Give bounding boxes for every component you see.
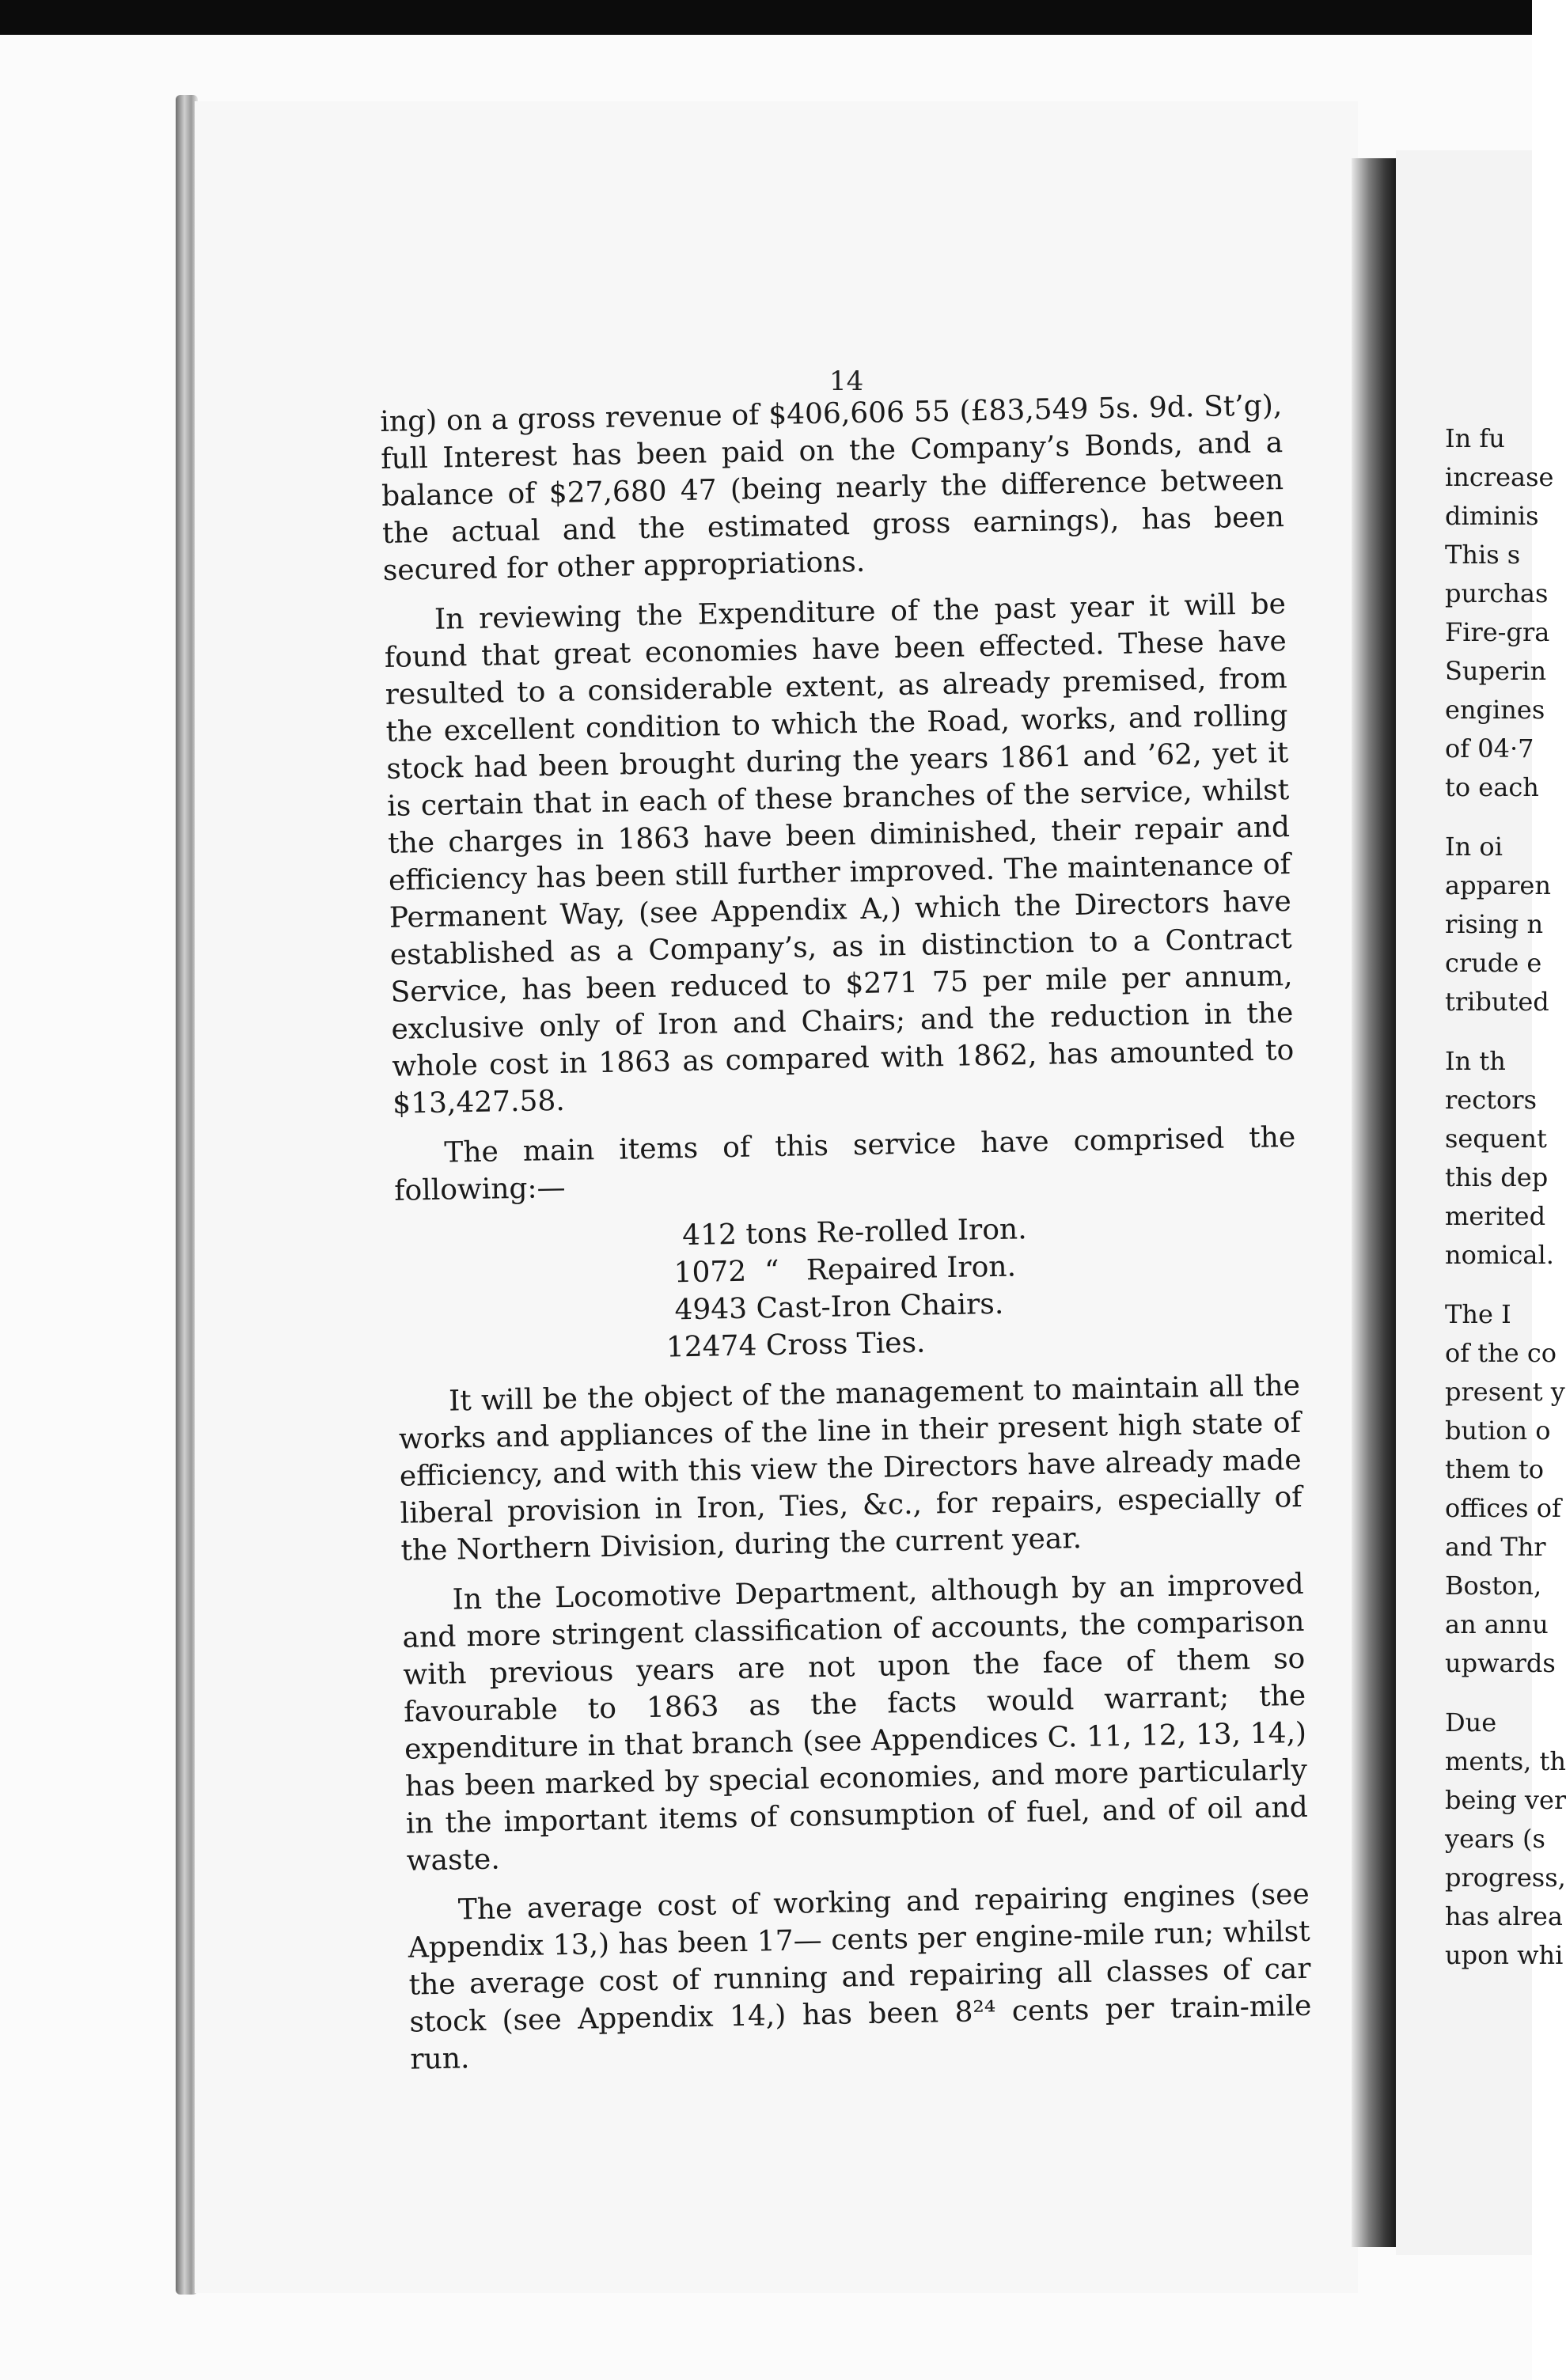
list-item: 12474 Cross Ties. <box>665 1326 926 1364</box>
scanner-border <box>0 0 1532 35</box>
paragraph-gap <box>1445 1683 1556 1704</box>
paragraph-gap <box>1445 1021 1556 1042</box>
right-page-line: ments, th <box>1445 1746 1566 1776</box>
right-page-line: purchas <box>1445 578 1549 608</box>
paragraph-gap <box>1445 1275 1556 1295</box>
right-page-line: has alrea <box>1445 1901 1563 1931</box>
right-page-line: years (s <box>1445 1824 1545 1854</box>
page-number: 14 <box>829 366 864 397</box>
book-gutter <box>1352 158 1396 2247</box>
right-page-line: nomical. <box>1445 1240 1554 1270</box>
right-page-line: an annu <box>1445 1609 1549 1639</box>
right-page-line: and Thr <box>1445 1532 1546 1562</box>
right-page-line: bution o <box>1445 1415 1551 1446</box>
right-page-line: rectors <box>1445 1085 1537 1115</box>
items-list <box>395 1206 1299 1371</box>
right-page-line: Superin <box>1445 656 1547 686</box>
list-item: 1072 “ Repaired Iron. <box>664 1250 1017 1290</box>
right-page-line: them to <box>1445 1454 1545 1484</box>
right-page-line: upwards <box>1445 1648 1556 1678</box>
right-page-line: of the co <box>1445 1338 1557 1368</box>
right-page-line: this dep <box>1445 1162 1549 1192</box>
right-page-line: rising n <box>1445 909 1544 939</box>
list-item: 4943 Cast-Iron Chairs. <box>665 1287 1004 1327</box>
right-page-line: The I <box>1445 1299 1511 1329</box>
right-page-line: Boston, <box>1445 1571 1542 1601</box>
right-page-line: offices of <box>1445 1493 1561 1523</box>
paragraph: The main items of this service have comprised the following:— <box>393 1120 1296 1207</box>
right-page-line: upon whi <box>1445 1940 1564 1970</box>
right-page-line: tributed <box>1445 987 1549 1017</box>
right-page-line: to each <box>1445 772 1539 802</box>
right-page-line: In th <box>1445 1046 1506 1076</box>
right-page-line: of 04·7 <box>1445 733 1534 764</box>
right-page-line: Due <box>1445 1707 1497 1738</box>
right-page-line: apparen <box>1445 870 1551 900</box>
right-page-line: diminis <box>1445 501 1539 531</box>
page-text <box>380 387 1313 2091</box>
right-page-line: sequent <box>1445 1124 1547 1154</box>
right-page-line: increase <box>1445 462 1554 492</box>
right-page-line: merited <box>1445 1201 1546 1231</box>
right-page-line: present y <box>1445 1377 1565 1407</box>
right-page-line: progress, <box>1445 1863 1566 1893</box>
list-item: 412 tons Re-rolled Iron. <box>663 1213 1027 1253</box>
paragraph: ing) on a gross revenue of $406,606 55 (£83,549 5s. 9d. St’g), full Interest has been paid on the Company’s Bonds, and a balance of $27,680 47 (being nearly the difference between the actual and the estimated gross earnings), has been secured for other appropriations. <box>380 389 1285 587</box>
right-page-line: In oi <box>1445 832 1503 862</box>
paragraph: The average cost of working and repairing engines (see Appendix 13,) has been 17— cents per engine-mile run; whilst the average cost of running and repairing all classes of car stock (see Appendix 14,) has been 8²⁴ cents per train-mile run. <box>408 1878 1312 2076</box>
right-page-text <box>1445 419 1566 1975</box>
right-page-line: engines <box>1445 695 1545 725</box>
paragraph-gap <box>1445 807 1556 828</box>
right-page-line: crude e <box>1445 948 1542 978</box>
paragraph: It will be the object of the management to maintain all the works and appliances of the line in their present high state of efficiency, and with this view the Directors have already made liberal provision in Iron, Ties, &c., for repairs, especially of the Northern Division, during the current year. <box>398 1369 1302 1567</box>
right-page-line: This s <box>1445 540 1521 570</box>
paragraph: In reviewing the Expenditure of the past year it will be found that great economies have been effected. These have resulted to a considerable extent, as already premised, from the excellent condition to which the Road, works, and rolling stock had been brought during the years 1861 and ’62, yet it is certain that in each of these branches of the service, whilst the charges in 1863 have been diminished, their repair and efficiency has been still further improved. The maintenance of Permanent Way, (see Appendix A,) which the Directors have established as a Company’s, as in distinction to a Contract Service, has been reduced to $271 75 per mile per annum, exclusive only of Iron and Chairs; and the reduction in the whole cost in 1863 as compared with 1862, has amounted to $13,427.58. <box>384 588 1295 1120</box>
right-page-line: Fire-gra <box>1445 617 1550 647</box>
paragraph: In the Locomotive Department, although by an improved and more stringent classification of accounts, the comparison with previous years are not upon the face of them so favourable to 1863 as the facts would warrant; the expenditure in that branch (see Appendices C. 11, 12, 13, 14,) has been marked by special economies, and more particularly in the important items of consumption of fuel, and of oil and waste. <box>402 1567 1309 1878</box>
right-page-line: being ver <box>1445 1785 1566 1815</box>
right-page-line: In fu <box>1445 423 1505 453</box>
